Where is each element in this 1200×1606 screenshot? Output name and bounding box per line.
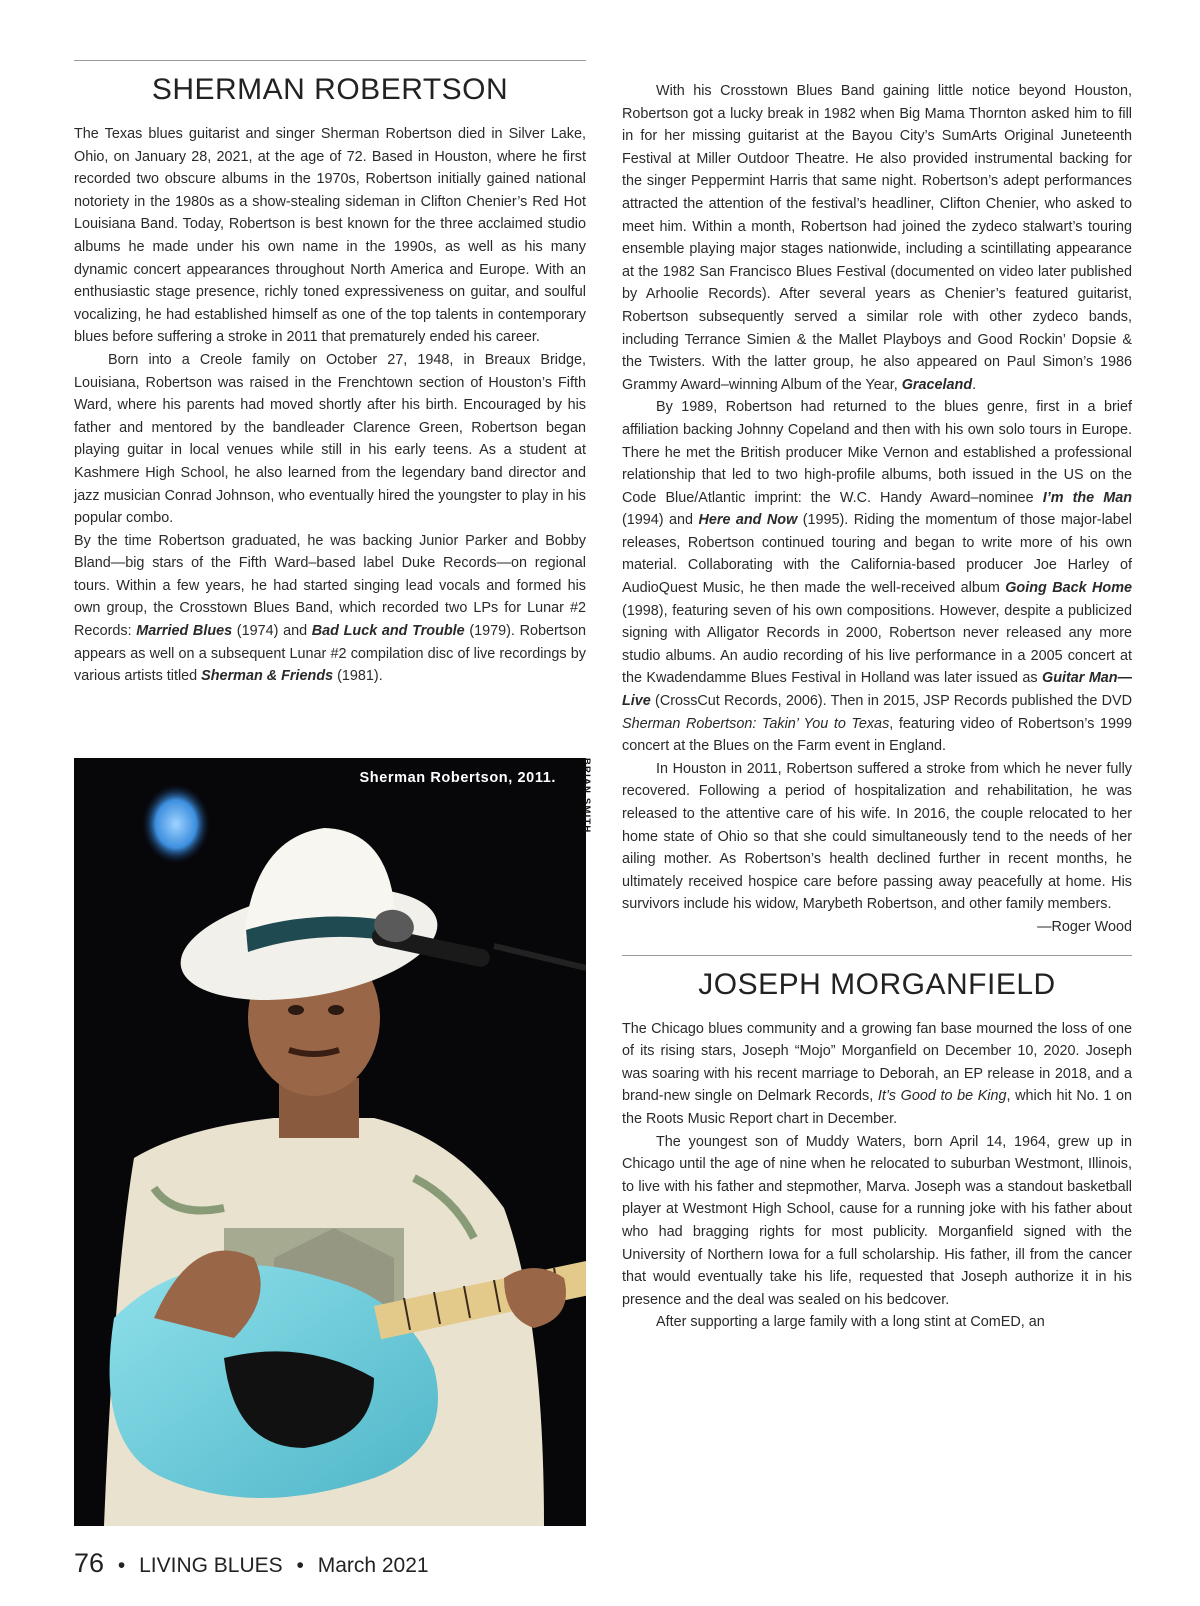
left-column bbox=[74, 60, 586, 688]
article-body-morganfield bbox=[622, 1018, 1132, 1334]
photo-sherman-robertson bbox=[74, 758, 586, 1526]
author-signoff: —Roger Wood bbox=[1037, 918, 1132, 935]
article-body-robertson-part2 bbox=[622, 80, 1132, 916]
album-title: Sherman & Friends bbox=[201, 668, 334, 685]
photo-illustration bbox=[74, 758, 586, 1526]
album-title: Going Back Home bbox=[1005, 580, 1132, 597]
separator: • bbox=[296, 1554, 304, 1577]
paragraph: By 1989, Robertson had returned to the blues genre, first in a brief affiliation backing Johnny Copeland and then with his own solo tours in Europe. There he met the British producer Mike Vernon and established a professional relationship that led to two high-profile albums, both issued in the US on the Code Blue/Atlantic imprint: the W.C. Handy Award–nominee I’m the Man (1994) and Here and Now (1995). Riding the momentum of those major-label releases, Robertson continued touring and began to write more of his own material. Collaborating with the California-based producer Joe Harley of AudioQuest Music, he then made the well-received album Going Back Home (1998), featuring seven of his own compositions. However, despite a publicized signing with Alligator Records in 2000, Robertson never released any more studio albums. An audio recording of his live performance in a 2005 concert at the Kwadendamme Blues Festival in Holland was later issued as Guitar Man—Live (CrossCut Records, 2006). Then in 2015, JSP Records published the DVD Sherman Robertson: Takin’ You to Texas, featuring video of Robertson’s 1999 concert at the Blues on the Farm event in England. bbox=[622, 399, 1132, 755]
paragraph: The youngest son of Muddy Waters, born April 14, 1964, grew up in Chicago until the age of nine when he relocated to suburban Westmont, Illinois, to live with his father and stepmother, Marva. Joseph was a standout basketball player at Westmont High School, cause for a running joke with his father about who had bragging rights for most publicity. Morganfield signed with the University of Northern Iowa for a full scholarship. His father, ill from the cancer that would eventually take his life, requested that Joseph authorize it in his presence and the deal was sealed on his bedcover. bbox=[622, 1133, 1132, 1308]
paragraph: The Texas blues guitarist and singer Sherman Robertson died in Silver Lake, Ohio, on January 28, 2021, at the age of 72. Based in Houston, where he first recorded two obscure albums in the 1970s, Robertson initially gained national notoriety in the 1980s as a show-stealing sideman in Clifton Chenier’s Red Hot Louisiana Band. Today, Robertson is best known for the three acclaimed studio albums he made under his own name in the 1990s, as well as his many dynamic concert appearances throughout North America and Europe. With an enthusiastic stage presence, richly toned expressiveness on guitar, and soulful vocalizing, he had established himself as one of the top talents in contemporary blues before suffering a stroke in 2011 that prematurely ended his career. bbox=[74, 126, 586, 346]
separator: • bbox=[117, 1554, 126, 1577]
album-title: Married Blues bbox=[136, 623, 233, 640]
page-number: 76 bbox=[74, 1548, 105, 1578]
page-footer bbox=[74, 1548, 429, 1579]
paragraph: By the time Robertson graduated, he was backing Junior Parker and Bobby Bland—big stars of the Fifth Ward–based label Duke Records—on regional tours. Within a few years, he had started singing lead vocals and formed his own group, the Crosstown Blues Band, which recorded two LPs for Lunar #2 Records: Married Blues (1974) and Bad Luck and Trouble (1979). Robertson appears as well on a subsequent Lunar #2 compilation disc of live recordings by various artists titled Sherman & Friends (1981). bbox=[74, 532, 586, 685]
issue-date: March 2021 bbox=[317, 1554, 429, 1577]
album-title: Graceland bbox=[901, 376, 973, 393]
stage-light bbox=[142, 784, 210, 864]
album-title: Guitar Man—Live bbox=[622, 670, 1132, 710]
paragraph: In Houston in 2011, Robertson suffered a stroke from which he never fully recovered. Following a period of hospitalization and rehabilitation, he was released to the attentive care of his wife. In 2016, the couple relocated to her home state of Ohio so that she could simultaneously tend to the needs of her ailing mother. As Robertson’s health declined further in recent months, he ultimately received hospice care before passing away peacefully at home. His survivors include his widow, Marybeth Robertson, and other family members. bbox=[622, 760, 1132, 913]
photo-caption: Sherman Robertson, 2011. bbox=[359, 770, 556, 786]
dvd-title: Sherman Robertson: Takin’ You to Texas bbox=[622, 715, 890, 732]
album-title: Bad Luck and Trouble bbox=[311, 623, 465, 640]
paragraph: After supporting a large family with a long stint at ComED, an bbox=[656, 1314, 1045, 1331]
right-column bbox=[622, 80, 1132, 1334]
paragraph: Born into a Creole family on October 27, 1948, in Breaux Bridge, Louisiana, Robertson was raised in the Frenchtown section of Houston’s Fifth Ward, where his parents had moved shortly after his birth. Encouraged by his father and mentored by the bandleader Clarence Green, Robertson began playing guitar in local venues while still in his early teens. As a student at Kashmere High School, he also learned from the legendary band director and jazz musician Conrad Johnson, who eventually hired the youngster to play in his popular combo. bbox=[74, 351, 586, 527]
headline-rule bbox=[622, 955, 1132, 956]
paragraph: The Chicago blues community and a growing fan base mourned the loss of one of its rising stars, Joseph “Mojo” Morganfield on December 10, 2020. Joseph was soaring with his recent marriage to Deborah, an EP release in 2018, and a brand-new single on Delmark Records, It’s Good to be King, which hit No. 1 on the Roots Music Report chart in December. bbox=[622, 1020, 1133, 1127]
article-body-robertson-part1 bbox=[74, 123, 586, 688]
article-headline-morganfield: JOSEPH MORGANFIELD bbox=[698, 967, 1056, 1001]
single-title: It’s Good to be King bbox=[877, 1088, 1007, 1105]
photo-credit: BRIAN SMITH bbox=[581, 758, 592, 834]
article-headline-robertson: SHERMAN ROBERTSON bbox=[151, 73, 509, 106]
album-title: Here and Now bbox=[698, 512, 798, 529]
paragraph: With his Crosstown Blues Band gaining little notice beyond Houston, Robertson got a lucky break in 1982 when Big Mama Thornton asked him to fill in for her missing guitarist at the Bayou City’s SumArts Original Juneteenth Festival at Miller Outdoor Theatre. He also provided instrumental backing for the singer Peppermint Harris that same night. Robertson’s adept performances attracted the attention of the festival’s headliner, Clifton Chenier, who asked to meet him. Within a month, Robertson had joined the zydeco stalwart’s touring ensemble playing major stages nationwide, including a scintillating appearance at the 1982 San Francisco Blues Festival (documented on video later published by Arhoolie Records). After several years as Chenier’s featured guitarist, Robertson subsequently served a similar role with other zydeco bands, including Terrance Simien & the Mallet Playboys and Good Rockin’ Dopsie & the Twisters. With the latter group, he also appeared on Paul Simon’s 1986 Grammy Award–winning Album of the Year, Graceland. bbox=[622, 83, 1132, 393]
headline-rule bbox=[74, 60, 586, 61]
magazine-name: LIVING BLUES bbox=[139, 1554, 283, 1577]
album-title: I’m the Man bbox=[1042, 489, 1132, 506]
